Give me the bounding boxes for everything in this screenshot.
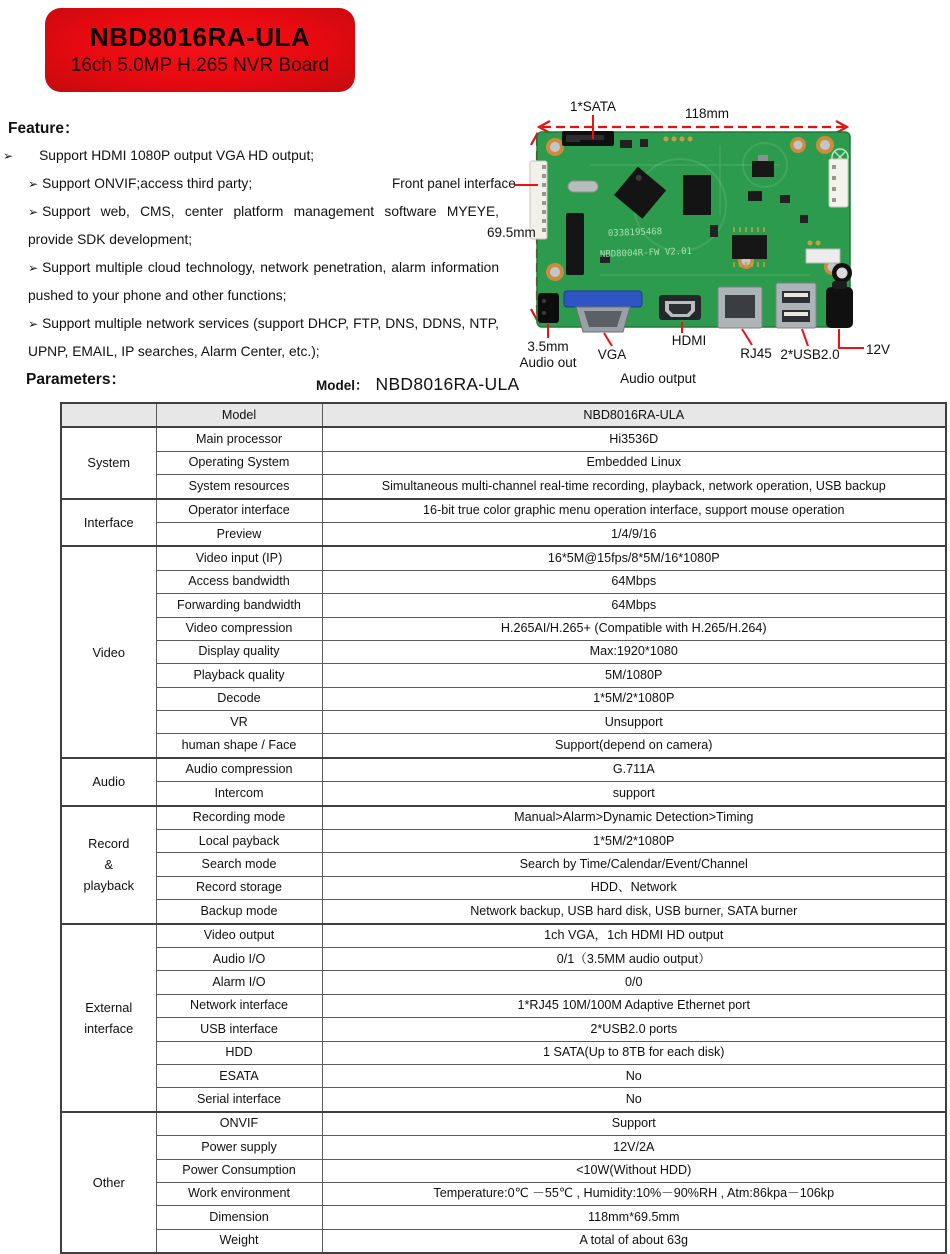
spec-value-cell: Search by Time/Calendar/Event/Channel <box>322 853 946 876</box>
table-row <box>61 522 946 546</box>
spec-label-cell: Operator interface <box>156 499 322 523</box>
spec-value-cell: 5M/1080P <box>322 664 946 687</box>
table-row <box>61 758 946 782</box>
arrow-bullet-icon: ➢ <box>28 261 39 275</box>
spec-value-cell: Support(depend on camera) <box>322 734 946 758</box>
spec-label-cell: Backup mode <box>156 900 322 924</box>
table-row <box>61 664 946 687</box>
category-line: Audio <box>92 774 126 790</box>
table-row <box>61 570 946 593</box>
spec-value-cell: HDD、Network <box>322 876 946 899</box>
arrow-bullet-icon: ➢ <box>3 149 14 163</box>
spec-label-cell: Access bandwidth <box>156 570 322 593</box>
spec-label-cell: human shape / Face <box>156 734 322 758</box>
table-row <box>61 924 946 948</box>
feature-item <box>28 254 499 310</box>
category-line: Other <box>92 1174 125 1190</box>
board-width-label: 118mm <box>685 106 730 121</box>
model-value: NBD8016RA-ULA <box>375 374 520 394</box>
arrow-bullet-icon: ➢ <box>28 317 39 331</box>
category-cell <box>61 499 156 547</box>
table-row <box>61 1182 946 1205</box>
category-line: External <box>85 999 133 1015</box>
spec-header-category <box>61 403 156 427</box>
spec-value-cell: 1/4/9/16 <box>322 522 946 546</box>
category-line: & <box>104 857 114 873</box>
spec-value-cell: Simultaneous multi-channel real-time recording, playback, network operation, USB backup <box>322 475 946 499</box>
spec-label-cell: Local payback <box>156 830 322 853</box>
usb-label: 2*USB2.0 <box>780 347 840 362</box>
category-cell <box>61 1112 156 1253</box>
spec-value-cell: 1 SATA(Up to 8TB for each disk) <box>322 1041 946 1064</box>
spec-value-cell: H.265AI/H.265+ (Compatible with H.265/H.264) <box>322 617 946 640</box>
feature-heading: Feature： <box>8 120 80 137</box>
spec-value-cell: 1*RJ45 10M/100M Adaptive Ethernet port <box>322 994 946 1017</box>
spec-label-cell: VR <box>156 711 322 734</box>
spec-value-cell: 1*5M/2*1080P <box>322 830 946 853</box>
parameters-heading: Parameters： <box>26 371 126 388</box>
spec-label-cell: Record storage <box>156 876 322 899</box>
category-cell <box>61 427 156 498</box>
spec-label-cell: Work environment <box>156 1182 322 1205</box>
product-banner <box>45 8 355 92</box>
spec-value-cell: No <box>322 1064 946 1087</box>
spec-table <box>60 402 947 1254</box>
table-row <box>61 971 946 994</box>
spec-label-cell: Operating System <box>156 451 322 474</box>
hdmi-label: HDMI <box>671 333 707 348</box>
spec-value-cell: 1*5M/2*1080P <box>322 687 946 710</box>
spec-value-cell: support <box>322 782 946 806</box>
spec-label-cell: Main processor <box>156 427 322 451</box>
spec-value-cell: 118mm*69.5mm <box>322 1206 946 1229</box>
table-row <box>61 1159 946 1182</box>
arrow-bullet-icon: ➢ <box>28 205 39 219</box>
power-label: 12V <box>866 342 891 357</box>
spec-value-cell: No <box>322 1088 946 1112</box>
product-subtitle: 16ch 5.0MP H.265 NVR Board <box>70 55 330 77</box>
table-row <box>61 594 946 617</box>
silkscreen-model: NBD8004R-FW V2.01 <box>599 246 693 260</box>
spec-label-cell: Video input (IP) <box>156 546 322 570</box>
category-line: Interface <box>83 514 134 530</box>
audio-jack-label <box>516 339 580 371</box>
feature-item <box>28 198 499 254</box>
spec-label-cell: Playback quality <box>156 664 322 687</box>
spec-label-cell: System resources <box>156 475 322 499</box>
spec-value-cell: 64Mbps <box>322 594 946 617</box>
spec-label-cell: Search mode <box>156 853 322 876</box>
spec-label-cell: Dimension <box>156 1206 322 1229</box>
table-row <box>61 806 946 830</box>
model-line <box>316 374 519 395</box>
spec-label-cell: Power Consumption <box>156 1159 322 1182</box>
vga-label: VGA <box>597 347 627 362</box>
category-cell <box>61 924 156 1112</box>
spec-header-row <box>61 403 946 427</box>
spec-label-cell: Alarm I/O <box>156 971 322 994</box>
spec-value-cell: Hi3536D <box>322 427 946 451</box>
table-row <box>61 1088 946 1112</box>
table-row <box>61 1136 946 1159</box>
category-line: playback <box>83 878 134 894</box>
table-row <box>61 900 946 924</box>
spec-label-cell: Forwarding bandwidth <box>156 594 322 617</box>
rj45-label: RJ45 <box>740 346 772 361</box>
table-row <box>61 1112 946 1136</box>
feature-text: Support HDMI 1080P output VGA HD output; <box>39 148 315 163</box>
spec-label-cell: Network interface <box>156 994 322 1017</box>
spec-label-cell: Audio compression <box>156 758 322 782</box>
spec-value-cell: 16*5M@15fps/8*5M/16*1080P <box>322 546 946 570</box>
feature-text: Support ONVIF;access third party; <box>42 176 253 191</box>
category-line: Video <box>92 644 125 660</box>
spec-table-wrap <box>60 402 947 1254</box>
spec-label-cell: Weight <box>156 1229 322 1253</box>
table-row <box>61 994 946 1017</box>
table-row <box>61 734 946 758</box>
spec-label-cell: Intercom <box>156 782 322 806</box>
spec-label-cell: USB interface <box>156 1018 322 1041</box>
spec-value-cell: Embedded Linux <box>322 451 946 474</box>
table-row <box>61 1206 946 1229</box>
table-row <box>61 546 946 570</box>
table-row <box>61 947 946 970</box>
category-cell <box>61 546 156 758</box>
board-height-label: 69.5mm <box>487 225 536 240</box>
spec-value-cell: G.711A <box>322 758 946 782</box>
spec-label-cell: Video compression <box>156 617 322 640</box>
category-cell <box>61 806 156 924</box>
spec-label-cell: Display quality <box>156 640 322 663</box>
spec-label-cell: Decode <box>156 687 322 710</box>
spec-label-cell: Recording mode <box>156 806 322 830</box>
audio-output-label: Audio output <box>620 371 696 386</box>
spec-value-cell: Manual>Alarm>Dynamic Detection>Timing <box>322 806 946 830</box>
table-row <box>61 427 946 451</box>
category-line: System <box>87 455 131 471</box>
spec-label-cell: Audio I/O <box>156 947 322 970</box>
front-panel-label: Front panel interface <box>392 176 516 191</box>
product-title: NBD8016RA-ULA <box>89 21 311 52</box>
spec-value-cell: 12V/2A <box>322 1136 946 1159</box>
spec-label-cell: Serial interface <box>156 1088 322 1112</box>
category-line: interface <box>84 1020 134 1036</box>
audio-jack-label-line2: Audio out <box>519 355 577 370</box>
table-row <box>61 617 946 640</box>
silkscreen-serial: 0338195468 <box>607 227 663 239</box>
table-row <box>61 782 946 806</box>
feature-text: Support multiple cloud technology, network penetration, alarm information pushed to your phone and other functions; <box>28 260 499 303</box>
spec-value-cell: Temperature:0℃ －55℃ , Humidity:10%－90%RH , Atm:86kpa－106kp <box>322 1182 946 1205</box>
table-row <box>61 1041 946 1064</box>
feature-section <box>3 116 499 366</box>
spec-value-cell: Support <box>322 1112 946 1136</box>
feature-text: Support multiple network services (support DHCP, FTP, DNS, DDNS, NTP, UPNP, EMAIL, IP searches, Alarm Center, etc.); <box>28 316 499 359</box>
spec-value-cell: 2*USB2.0 ports <box>322 1018 946 1041</box>
category-cell <box>61 758 156 806</box>
spec-value-cell: Unsupport <box>322 711 946 734</box>
spec-header-label: Model <box>156 403 322 427</box>
feature-item <box>28 310 499 366</box>
spec-label-cell: Video output <box>156 924 322 948</box>
sata-label: 1*SATA <box>570 99 617 114</box>
spec-value-cell: 1ch VGA，1ch HDMI HD output <box>322 924 946 948</box>
table-row <box>61 830 946 853</box>
table-row <box>61 1018 946 1041</box>
spec-value-cell: A total of about 63g <box>322 1229 946 1253</box>
feature-item <box>3 142 499 170</box>
feature-text: Support web, CMS, center platform management software MYEYE, provide SDK development; <box>28 204 499 247</box>
table-row <box>61 1229 946 1253</box>
spec-label-cell: HDD <box>156 1041 322 1064</box>
spec-value-cell: 0/1（3.5MM audio output） <box>322 947 946 970</box>
table-row <box>61 711 946 734</box>
spec-label-cell: ONVIF <box>156 1112 322 1136</box>
spec-label-cell: Preview <box>156 522 322 546</box>
spec-table-body <box>61 403 946 1253</box>
table-row <box>61 451 946 474</box>
spec-value-cell: <10W(Without HDD) <box>322 1159 946 1182</box>
category-line: Record <box>88 836 130 852</box>
spec-value-cell: 0/0 <box>322 971 946 994</box>
audio-jack-label-line1: 3.5mm <box>527 339 569 354</box>
model-label: Model： <box>316 378 369 393</box>
table-row <box>61 640 946 663</box>
table-row <box>61 475 946 499</box>
spec-header-value: NBD8016RA-ULA <box>322 403 946 427</box>
table-row <box>61 499 946 523</box>
spec-label-cell: Power supply <box>156 1136 322 1159</box>
table-row <box>61 853 946 876</box>
spec-value-cell: 16-bit true color graphic menu operation interface, support mouse operation <box>322 499 946 523</box>
spec-value-cell: Max:1920*1080 <box>322 640 946 663</box>
table-row <box>61 687 946 710</box>
table-row <box>61 876 946 899</box>
spec-value-cell: 64Mbps <box>322 570 946 593</box>
arrow-bullet-icon: ➢ <box>28 177 39 191</box>
table-row <box>61 1064 946 1087</box>
spec-label-cell: ESATA <box>156 1064 322 1087</box>
spec-value-cell: Network backup, USB hard disk, USB burner, SATA burner <box>322 900 946 924</box>
